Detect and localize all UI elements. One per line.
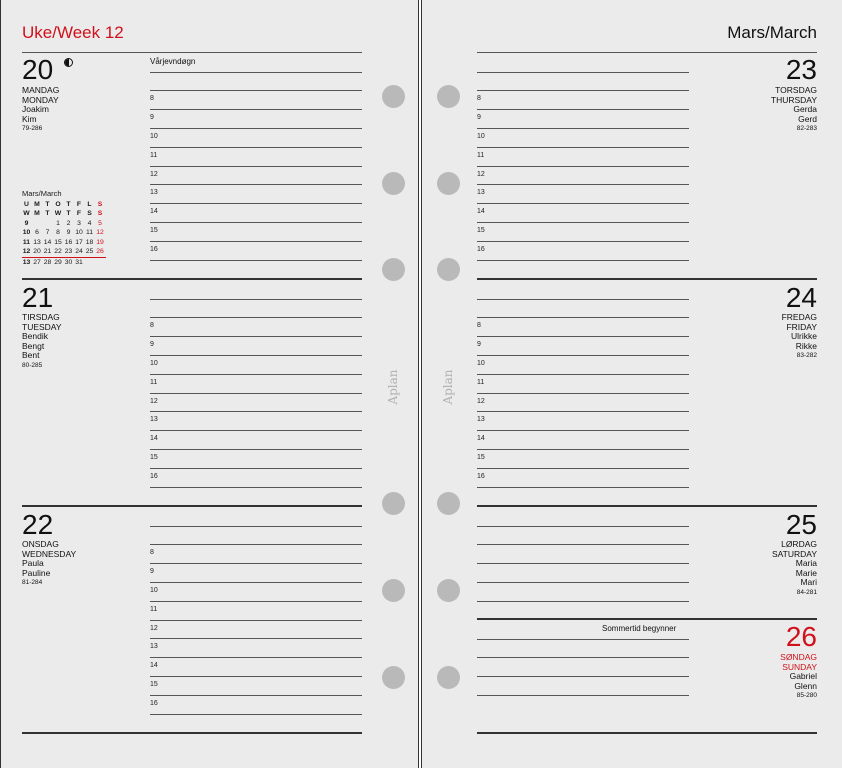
name-day: Joakim [22,104,49,115]
writing-line[interactable] [150,317,362,318]
day-name: LØRDAG [781,539,817,549]
name-day: Pauline [22,567,51,578]
hour-label: 10 [477,359,485,367]
writing-line[interactable] [150,260,362,261]
mini-calendar-week: 20 [33,247,44,257]
writing-line[interactable] [477,582,689,583]
hour-label: 11 [477,378,485,386]
writing-line[interactable] [150,449,362,450]
hour-label: 9 [477,114,481,122]
hour-label: 8 [150,322,154,330]
hour-label: 14 [477,208,485,216]
mini-calendar-week: 6 [35,229,39,236]
writing-line[interactable] [150,601,362,602]
writing-line[interactable] [150,109,362,110]
hour-label: 15 [150,680,158,688]
writing-line[interactable] [477,430,689,431]
writing-line[interactable] [477,526,689,527]
day-info [780,653,817,701]
hour-label: 16 [477,245,485,253]
hour-label: 16 [150,699,158,707]
mini-calendar-week: 16 [64,238,73,246]
day-count: 81-284 [22,579,43,587]
writing-line[interactable] [150,620,362,621]
hour-label: 15 [477,453,485,461]
hour-label: 11 [150,151,158,159]
day-name-en: THURSDAY [770,94,817,105]
mini-calendar-week: 9 [24,219,29,227]
mini-calendar-week: 27 [33,258,41,266]
binder-hole [382,492,405,515]
mini-calendar-week: 5 [98,219,102,227]
section-divider [22,278,362,280]
mini-calendar-week [96,257,107,267]
day-count: 85-280 [796,692,817,700]
day-name: TIRSDAG [22,312,60,322]
writing-line[interactable] [150,714,362,715]
name-day: Gabriel [789,671,817,682]
mini-calendar-header: T [66,210,71,217]
mini-calendar-week: 31 [75,258,83,266]
mini-calendar-week: 24 [75,247,86,257]
hour-label: 12 [150,624,158,632]
writing-line[interactable] [477,299,689,300]
writing-line[interactable] [477,222,689,223]
hour-label: 16 [150,245,158,253]
mini-calendar-week: 11 [85,229,94,236]
writing-line[interactable] [477,468,689,469]
writing-line[interactable] [150,184,362,185]
hour-label: 12 [477,397,485,405]
brand-logo: Aplan [441,369,455,405]
mini-calendar-week [43,219,54,229]
writing-line[interactable] [150,676,362,677]
mini-calendar-week [33,219,44,229]
mini-calendar-week: 26 [96,247,107,257]
writing-line[interactable] [477,317,689,318]
section-divider [477,505,817,507]
mini-calendar-week: 21 [43,247,54,257]
binder-hole [437,258,460,281]
hour-label: 13 [150,643,158,651]
hour-label: 14 [150,208,158,216]
mini-calendar-week: 12 [96,229,104,236]
writing-line[interactable] [477,147,689,148]
writing-line[interactable] [477,166,689,167]
day-count: 82-283 [796,125,817,133]
name-day: Marie [795,567,817,578]
mini-calendar-week: 12 [22,247,33,257]
binder-hole [437,579,460,602]
writing-line[interactable] [150,128,362,129]
hour-label: 15 [477,226,485,234]
writing-line[interactable] [477,639,689,640]
binder-hole [437,492,460,515]
name-day: Bendik [22,331,48,342]
day-name-en: WEDNESDAY [22,548,77,559]
day-number: 26 [785,621,817,652]
writing-line[interactable] [150,203,362,204]
mini-calendar-header: U [24,200,29,208]
writing-line[interactable] [150,638,362,639]
mini-calendar-week: 17 [75,238,83,246]
hour-label: 10 [150,586,158,594]
section-divider [477,732,817,734]
hour-label: 16 [150,472,158,480]
day-info [782,313,817,361]
header-rule [22,52,362,53]
day-name: ONSDAG [22,539,59,549]
mini-calendar-week: 4 [87,219,92,227]
day-info [771,86,817,134]
first-quarter-moon-icon [64,58,73,67]
writing-line[interactable] [477,72,689,73]
writing-line[interactable] [477,336,689,337]
writing-line[interactable] [477,128,689,129]
writing-line[interactable] [477,411,689,412]
hour-label: 16 [477,472,485,480]
writing-line[interactable] [477,203,689,204]
name-day: Maria [795,558,817,569]
day-count: 84-281 [796,588,817,596]
day-name-en: MONDAY [22,94,59,105]
hour-label: 10 [477,132,485,140]
name-day: Glenn [794,680,817,691]
writing-line[interactable] [477,676,689,677]
writing-line[interactable] [150,582,362,583]
mini-calendar-header: W [23,210,30,217]
mini-calendar-header: F [76,210,82,217]
event-note: Sommertid begynner [602,624,677,633]
hour-label: 9 [477,341,481,349]
month-title: Mars/March [727,23,817,42]
hour-label: 13 [477,189,485,197]
binder-hole [437,172,460,195]
writing-line[interactable] [150,90,362,91]
mini-calendar-week: 28 [43,258,52,266]
writing-line[interactable] [150,72,362,73]
mini-calendar-week: 9 [66,229,71,236]
writing-line[interactable] [477,657,689,658]
hour-label: 9 [150,114,154,122]
mini-calendar-header: L [87,200,92,208]
day-count: 79-286 [22,125,43,133]
mini-calendar-week: 10 [22,229,31,236]
name-day: Mari [800,577,817,588]
binder-hole [382,666,405,689]
writing-line[interactable] [150,374,362,375]
writing-line[interactable] [150,299,362,300]
hour-label: 9 [150,341,154,349]
writing-line[interactable] [150,526,362,527]
week-title: Uke/Week 12 [22,23,124,42]
writing-line[interactable] [150,430,362,431]
mini-calendar-week: 14 [43,238,52,246]
writing-line[interactable] [150,147,362,148]
name-day: Kim [22,113,37,124]
writing-line[interactable] [150,563,362,564]
mini-calendar-header: O [55,200,61,208]
mini-calendar-week: 23 [64,247,75,257]
mini-calendar-header: S [97,210,103,217]
section-divider [22,732,362,734]
mini-calendar-week: 30 [64,258,73,266]
mini-calendar-table [22,200,106,268]
hour-label: 10 [150,132,158,140]
hour-label: 12 [150,397,158,405]
writing-line[interactable] [477,393,689,394]
name-day: Gerd [798,113,817,124]
mini-calendar-week: 1 [56,219,60,227]
left-page [0,0,419,768]
writing-line[interactable] [150,336,362,337]
writing-line[interactable] [477,90,689,91]
writing-line[interactable] [150,241,362,242]
writing-line[interactable] [477,374,689,375]
day-name: TORSDAG [775,85,817,95]
mini-calendar-week: 10 [75,229,83,236]
day-number: 21 [22,282,54,313]
section-divider [22,505,362,507]
mini-calendar-week: 13 [33,238,41,246]
mini-calendar-week: 29 [54,258,62,266]
hour-label: 8 [150,95,154,103]
writing-line[interactable] [477,695,689,696]
mini-calendar-header: T [66,200,71,208]
writing-line[interactable] [150,355,362,356]
day-info [22,86,59,134]
day-number: 24 [785,282,817,313]
day-name-en: SATURDAY [771,548,817,559]
writing-line[interactable] [477,449,689,450]
writing-line[interactable] [150,657,362,658]
writing-line[interactable] [477,487,689,488]
writing-line[interactable] [477,544,689,545]
day-count: 83-282 [796,352,817,360]
mini-calendar-header: W [54,210,62,217]
hour-label: 14 [150,662,158,670]
hour-label: 11 [150,378,158,386]
hour-label: 13 [150,189,158,197]
mini-calendar-week: 13 [22,258,31,266]
writing-line[interactable] [150,544,362,545]
mini-calendar-week: 15 [54,238,62,246]
binder-hole [437,666,460,689]
hour-label: 9 [150,568,154,576]
binder-hole [382,258,405,281]
hour-label: 15 [150,453,158,461]
day-number: 22 [22,509,54,540]
hour-label: 15 [150,226,158,234]
writing-line[interactable] [477,355,689,356]
writing-line[interactable] [477,109,689,110]
mini-calendar-week: 2 [66,219,71,227]
mini-calendar-header: T [45,210,50,217]
header-rule [477,52,817,53]
mini-calendar-week: 11 [22,238,31,246]
name-day: Paula [22,558,44,569]
section-divider [477,618,817,620]
hour-label: 8 [150,549,154,557]
writing-line[interactable] [477,241,689,242]
writing-line[interactable] [477,563,689,564]
mini-calendar-header: M [34,210,40,217]
day-number: 20 [22,54,54,85]
day-info [772,540,817,598]
writing-line[interactable] [150,468,362,469]
mini-calendar-header: F [76,200,82,208]
name-day: Rikke [795,340,817,351]
binder-hole [437,85,460,108]
mini-calendar-week: 8 [56,229,60,236]
hour-label: 8 [477,322,481,330]
mini-calendar-week: 18 [85,238,94,246]
day-name-en: TUESDAY [22,321,62,332]
section-divider [477,278,817,280]
hour-label: 12 [150,170,158,178]
mini-calendar-header: S [87,210,92,217]
hour-label: 14 [150,435,158,443]
writing-line[interactable] [150,487,362,488]
day-count: 80-285 [22,361,43,369]
hour-label: 10 [150,359,158,367]
day-info [22,540,76,588]
mini-calendar-header: M [34,200,40,208]
writing-line[interactable] [477,184,689,185]
hour-label: 12 [477,170,485,178]
day-name: MANDAG [22,85,60,95]
writing-line[interactable] [477,601,689,602]
day-name-en: SUNDAY [782,661,817,672]
hour-label: 14 [477,435,485,443]
mini-calendar-week: 22 [54,247,65,257]
event-note: Vårjevndøgn [150,57,196,66]
mini-calendar-week [85,257,96,267]
hour-label: 13 [477,416,485,424]
writing-line[interactable] [150,166,362,167]
binder-hole [382,172,405,195]
writing-line[interactable] [477,260,689,261]
mini-calendar [22,189,106,267]
day-info [22,313,62,371]
writing-line[interactable] [150,393,362,394]
writing-line[interactable] [150,695,362,696]
brand-logo: Aplan [386,369,400,405]
writing-line[interactable] [150,222,362,223]
day-name-en: FRIDAY [786,321,817,332]
name-day: Bengt [22,340,45,351]
mini-calendar-week: 7 [45,229,50,236]
binder-hole [382,579,405,602]
writing-line[interactable] [150,411,362,412]
mini-calendar-week: 25 [85,247,96,257]
name-day: Bent [22,350,40,361]
mini-calendar-header: T [45,200,50,208]
name-day: Ulrikke [791,331,817,342]
hour-label: 11 [150,605,158,613]
day-name: FREDAG [781,312,817,322]
binder-hole [382,85,405,108]
mini-calendar-header: S [97,200,103,208]
day-name: SØNDAG [780,652,817,662]
hour-label: 13 [150,416,158,424]
day-number: 25 [785,509,817,540]
hour-label: 11 [477,151,485,159]
hour-label: 8 [477,95,481,103]
mini-calendar-title: Mars/March [22,189,62,198]
mini-calendar-week: 19 [96,238,104,246]
mini-calendar-week: 3 [77,219,81,227]
name-day: Gerda [793,104,817,115]
day-number: 23 [785,54,817,85]
